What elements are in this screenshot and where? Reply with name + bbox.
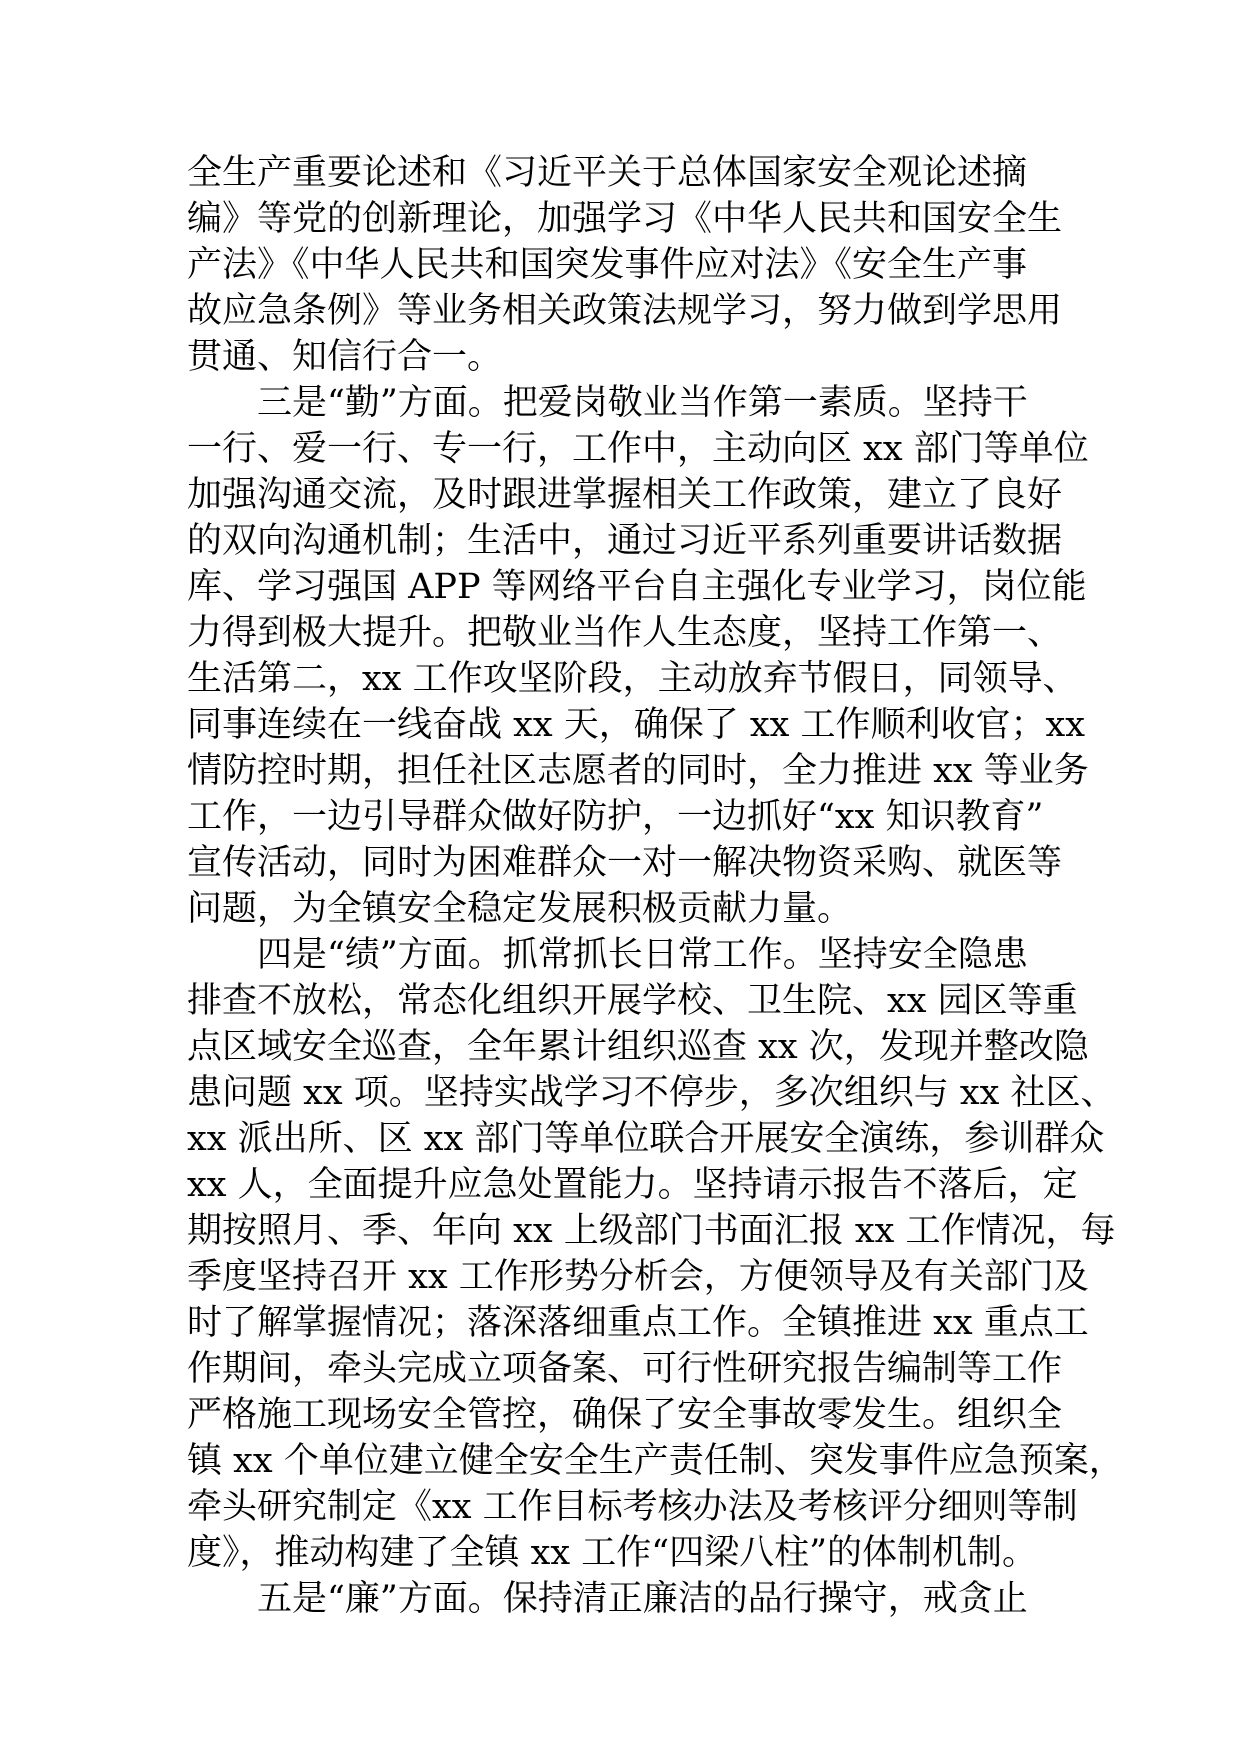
text-line: 排查不放松，常态化组织开展学校、卫生院、xx 园区等重 [187,981,1078,1021]
text-line: 一行、爱一行、专一行，工作中，主动向区 xx 部门等单位 [187,429,1089,469]
text-line: 镇 xx 个单位建立健全安全生产责任制、突发事件应急预案， [187,1441,1124,1481]
text-line: 同事连续在一线奋战 xx 天，确保了 xx 工作顺利收官；xx [187,705,1085,745]
text-line: 时了解掌握情况；落深落细重点工作。全镇推进 xx 重点工 [187,1303,1089,1343]
text-line: 加强沟通交流，及时跟进掌握相关工作政策，建立了良好 [187,475,1063,515]
text-line: 严格施工现场安全管控，确保了安全事故零发生。组织全 [187,1395,1063,1435]
paragraph-start-line: 四是“绩”方面。抓常抓长日常工作。坚持安全隐患 [187,935,1028,975]
text-line: 力得到极大提升。把敬业当作人生态度，坚持工作第一、 [187,613,1063,653]
text-line: 作期间，牵头完成立项备案、可行性研究报告编制等工作 [187,1349,1063,1389]
text-line: 库、学习强国 APP 等网络平台自主强化专业学习，岗位能 [187,567,1087,607]
text-line: 宣传活动，同时为困难群众一对一解决物资采购、就医等 [187,843,1063,883]
text-line: 生活第二，xx 工作攻坚阶段，主动放弃节假日，同领导、 [187,659,1078,699]
text-line: 季度坚持召开 xx 工作形势分析会，方便领导及有关部门及 [187,1257,1089,1297]
paragraph-start-line: 三是“勤”方面。把爱岗敬业当作第一素质。坚持干 [187,383,1028,423]
text-line: 情防控时期，担任社区志愿者的同时，全力推进 xx 等业务 [187,751,1089,791]
text-line: xx 人，全面提升应急处置能力。坚持请示报告不落后，定 [187,1165,1078,1205]
text-line: 工作，一边引导群众做好防护，一边抓好“xx 知识教育” [187,797,1044,837]
text-line: 问题，为全镇安全稳定发展积极贡献力量。 [187,889,853,929]
body-text [187,150,1124,1622]
text-line: 的双向沟通机制；生活中，通过习近平系列重要讲话数据 [187,521,1063,561]
text-line: 点区域安全巡查，全年累计组织巡查 xx 次，发现并整改隐 [187,1027,1089,1067]
text-line: 牵头研究制定《xx 工作目标考核办法及考核评分细则等制 [187,1487,1078,1527]
text-line: 期按照月、季、年向 xx 上级部门书面汇报 xx 工作情况，每 [187,1211,1116,1251]
text-line: 患问题 xx 项。坚持实战学习不停步，多次组织与 xx 社区、 [187,1073,1116,1113]
text-line: 贯通、知信行合一。 [187,337,503,377]
text-line: 产法》《中华人民共和国突发事件应对法》《安全生产事 [187,245,1028,285]
paragraph-start-line: 五是“廉”方面。保持清正廉洁的品行操守，戒贪止 [187,1579,1028,1619]
text-line: 编》等党的创新理论，加强学习《中华人民共和国安全生 [187,199,1063,239]
text-line: 度》，推动构建了全镇 xx 工作“四梁八柱”的体制机制。 [187,1533,1038,1573]
text-line: 全生产重要论述和《习近平关于总体国家安全观论述摘 [187,153,1028,193]
text-line: xx 派出所、区 xx 部门等单位联合开展安全演练，参训群众 [187,1119,1105,1159]
text-line: 故应急条例》等业务相关政策法规学习，努力做到学思用 [187,291,1063,331]
